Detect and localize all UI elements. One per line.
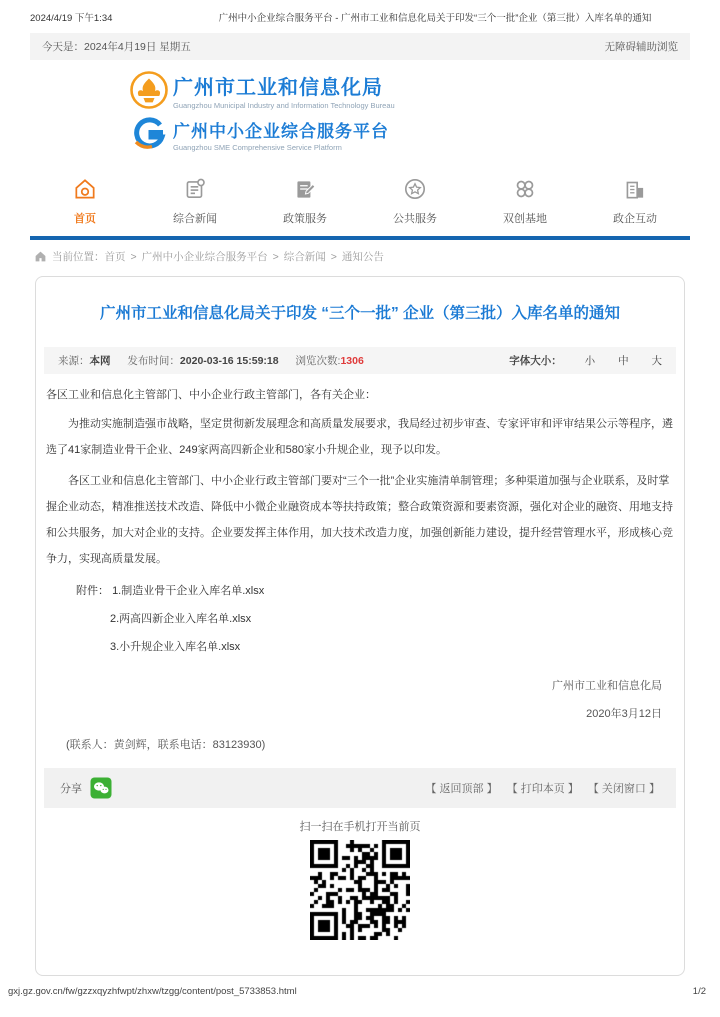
article-body bbox=[46, 384, 674, 572]
nav-item-label: 政企互动 bbox=[613, 213, 657, 225]
news-icon bbox=[182, 176, 208, 202]
font-size-label: 字体大小： bbox=[509, 355, 562, 367]
platform-logo-text bbox=[173, 117, 389, 152]
attachment-row bbox=[76, 638, 674, 654]
source-label: 来源： bbox=[58, 355, 90, 367]
nav-item-home[interactable] bbox=[30, 176, 140, 226]
policy-icon bbox=[292, 176, 318, 202]
breadcrumb-home-icon bbox=[34, 250, 47, 263]
platform-logo-row bbox=[125, 116, 595, 152]
publish-time-field bbox=[127, 355, 278, 367]
breadcrumb-separator: > bbox=[330, 250, 337, 263]
qr-code bbox=[310, 840, 410, 940]
contact-line: (联系人：黄剑辉，联系电话：83123930) bbox=[66, 739, 266, 751]
print-page-button[interactable]: 【 打印本页 】 bbox=[506, 783, 579, 795]
share-actions bbox=[420, 780, 661, 796]
print-timestamp: 2024/4/19 下午1:34 bbox=[30, 13, 113, 24]
attachment-row bbox=[76, 582, 674, 598]
site-topbar bbox=[30, 33, 690, 60]
print-footer bbox=[8, 986, 706, 997]
article-meta-bar bbox=[44, 347, 676, 374]
signature-date: 2020年3月12日 bbox=[586, 708, 662, 720]
platform-name: 广州中小企业综合服务平台 bbox=[173, 121, 389, 141]
nav-item-gov-enterprise[interactable] bbox=[580, 176, 690, 226]
article-paragraph: 为推动实施制造强市战略，坚定贯彻新发展理念和高质量发展要求，我局经过初步审查、专家评审和评审结果公示等程序，遴选了41家制造业骨干企业、249家两高四新企业和580家小升规企业，现予以印发。 bbox=[46, 418, 673, 456]
attachment-link-1[interactable]: 1.制造业骨干企业入库名单.xlsx bbox=[112, 585, 265, 597]
platform-g-icon bbox=[125, 116, 173, 152]
article-container bbox=[35, 276, 685, 976]
breadcrumb-item-platform[interactable]: 广州中小企业综合服务平台 bbox=[141, 251, 268, 263]
public-service-icon bbox=[402, 176, 428, 202]
print-footer-url: gxj.gz.gov.cn/fw/gzzxqyzhfwpt/zhxw/tzgg/content/post_5733853.html bbox=[8, 986, 297, 997]
source-value: 本网 bbox=[89, 355, 111, 367]
font-size-control bbox=[509, 353, 662, 368]
breadcrumb-separator: > bbox=[130, 250, 137, 263]
signature-org: 广州市工业和信息化局 bbox=[552, 680, 662, 692]
nav-item-label: 综合新闻 bbox=[173, 213, 217, 225]
main-nav bbox=[30, 176, 690, 226]
bureau-emblem-icon bbox=[125, 70, 173, 110]
nav-item-label: 政策服务 bbox=[283, 213, 327, 225]
nav-item-label: 公共服务 bbox=[393, 213, 437, 225]
nav-item-label: 首页 bbox=[74, 213, 96, 225]
print-footer-page-number: 1/2 bbox=[692, 986, 706, 997]
nav-item-innovation-base[interactable] bbox=[470, 176, 580, 226]
home-icon bbox=[72, 176, 98, 202]
close-window-button[interactable]: 【 关闭窗口 】 bbox=[587, 783, 660, 795]
attachments bbox=[76, 582, 674, 654]
wechat-share-button[interactable] bbox=[90, 777, 112, 799]
attachments-label: 附件： bbox=[76, 585, 109, 597]
breadcrumb-item-news[interactable]: 综合新闻 bbox=[283, 251, 326, 263]
share-left bbox=[60, 777, 112, 799]
today-date-text: 今天是：2024年4月19日 星期五 bbox=[42, 41, 191, 53]
publish-time-value: 2020-03-16 15:59:18 bbox=[179, 355, 279, 367]
innovation-base-icon bbox=[512, 176, 538, 202]
bureau-logo-row bbox=[125, 70, 595, 110]
print-header bbox=[30, 10, 690, 24]
breadcrumb bbox=[34, 249, 384, 264]
nav-item-news[interactable] bbox=[140, 176, 250, 226]
breadcrumb-item-notices[interactable]: 通知公告 bbox=[341, 251, 384, 263]
nav-item-policy[interactable] bbox=[250, 176, 360, 226]
nav-item-label: 双创基地 bbox=[503, 213, 547, 225]
gov-enterprise-icon bbox=[622, 176, 648, 202]
qr-caption: 扫一扫在手机打开当前页 bbox=[299, 821, 421, 833]
source-field bbox=[58, 355, 111, 367]
attachment-row bbox=[76, 610, 674, 626]
breadcrumb-label: 当前位置： bbox=[52, 251, 105, 263]
attachment-link-3[interactable]: 3.小升规企业入库名单.xlsx bbox=[110, 641, 241, 653]
nav-item-public-service[interactable] bbox=[360, 176, 470, 226]
publish-time-label: 发布时间： bbox=[127, 355, 180, 367]
attachment-link-2[interactable]: 2.两高四新企业入库名单.xlsx bbox=[110, 613, 252, 625]
bureau-logo-text bbox=[173, 71, 395, 110]
font-size-medium-button[interactable]: 中 bbox=[618, 355, 629, 367]
platform-name-en: Guangzhou SME Comprehensive Service Platform bbox=[173, 142, 342, 152]
article-paragraph: 各区工业和信息化主管部门、中小企业行政主管部门要对“三个一批”企业实施清单制管理；多种渠道加强与企业联系，及时掌握企业动态，精准推送技术改造、降低中小微企业融资成本等扶持政策；整合政策资源和要素资源，强化对企业的融资、用地支持和公共服务，加大对企业的支持。企业要发挥主体作用，加大技术改造力度，加强创新能力建设，提升经营管理水平，形成核心竞争力，实现高质量发展。 bbox=[46, 475, 673, 565]
qr-section bbox=[36, 818, 684, 940]
views-count: 1306 bbox=[340, 355, 364, 367]
nav-divider bbox=[30, 236, 690, 240]
signature-block bbox=[36, 672, 662, 728]
article-salutation: 各区工业和信息化主管部门、中小企业行政主管部门，各有关企业： bbox=[46, 389, 376, 401]
font-size-large-button[interactable]: 大 bbox=[651, 355, 662, 367]
article-title: 广州市工业和信息化局关于印发 “三个一批” 企业（第三批）入库名单的通知 bbox=[99, 305, 621, 322]
bureau-name-en: Guangzhou Municipal Industry and Information Technology Bureau bbox=[173, 100, 395, 110]
font-size-small-button[interactable]: 小 bbox=[584, 355, 596, 367]
breadcrumb-item-home[interactable]: 首页 bbox=[104, 251, 126, 263]
back-to-top-button[interactable]: 【 返回顶部 】 bbox=[425, 783, 498, 795]
views-label: 浏览次数: bbox=[295, 355, 341, 367]
breadcrumb-separator: > bbox=[272, 250, 279, 263]
accessibility-link[interactable]: 无障碍辅助浏览 bbox=[604, 41, 678, 53]
bureau-name: 广州市工业和信息化局 bbox=[173, 76, 383, 99]
share-bar bbox=[44, 768, 676, 808]
share-label: 分享 bbox=[60, 783, 82, 795]
site-header bbox=[0, 70, 720, 158]
article-meta-left bbox=[58, 353, 378, 368]
views-field bbox=[296, 355, 364, 367]
print-title: 广州中小企业综合服务平台 - 广州市工业和信息化局关于印发“三个一批”企业（第三批）入库名单的通知 bbox=[218, 13, 652, 24]
